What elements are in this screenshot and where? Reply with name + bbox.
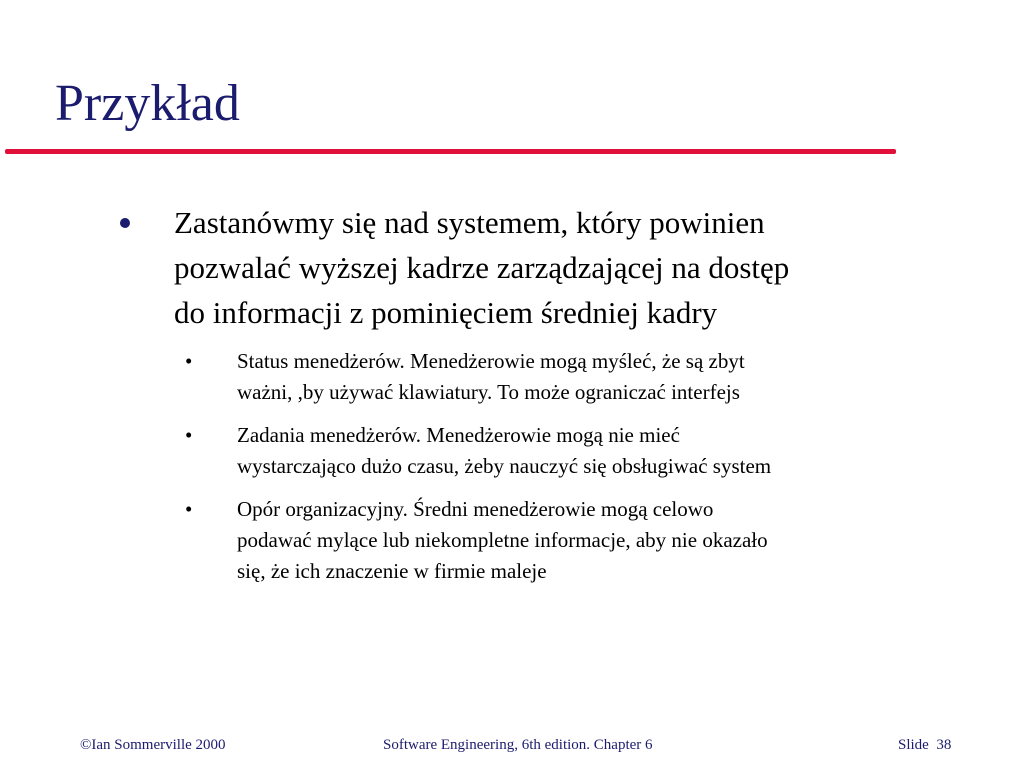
sub-bullet-line: Opór organizacyjny. Średni menedżerowie mogą celowo [237,497,714,521]
sub-bullet-line: Zadania menedżerów. Menedżerowie mogą nie mieć [237,423,680,447]
main-bullet-text [174,200,994,335]
footer-slide-number: Slide 38 [898,737,952,753]
sub-bullet-list [185,346,985,599]
footer-book-title: Software Engineering, 6th edition. Chapter 6 [383,737,653,753]
footer-copyright: ©Ian Sommerville 2000 [80,737,226,753]
bullet-dot-icon [120,218,130,228]
sub-bullet-line: wystarczająco dużo czasu, żeby nauczyć się obsługiwać system [237,454,772,478]
sub-bullet-line: Status menedżerów. Menedżerowie mogą myśleć, że są zbyt [237,349,745,373]
slide-title: Przykład [55,75,240,132]
sub-bullet-marker: • [185,349,193,373]
sub-bullet-item [185,494,985,587]
sub-bullet-line: się, że ich znaczenie w firmie maleje [237,559,547,583]
sub-bullet-marker: • [185,423,193,447]
title-underline [5,149,896,154]
main-bullet-line: do informacji z pominięciem średniej kadry [174,295,718,330]
sub-bullet-line: ważni, ,by używać klawiatury. To może ograniczać interfejs [237,380,740,404]
main-bullet-line: pozwalać wyższej kadrze zarządzającej na dostęp [174,250,790,285]
sub-bullet-item [185,346,985,408]
sub-bullet-line: podawać mylące lub niekompletne informacje, aby nie okazało [237,528,768,552]
main-bullet-line: Zastanówmy się nad systemem, który powinien [174,205,765,240]
sub-bullet-item [185,420,985,482]
sub-bullet-marker: • [185,497,193,521]
